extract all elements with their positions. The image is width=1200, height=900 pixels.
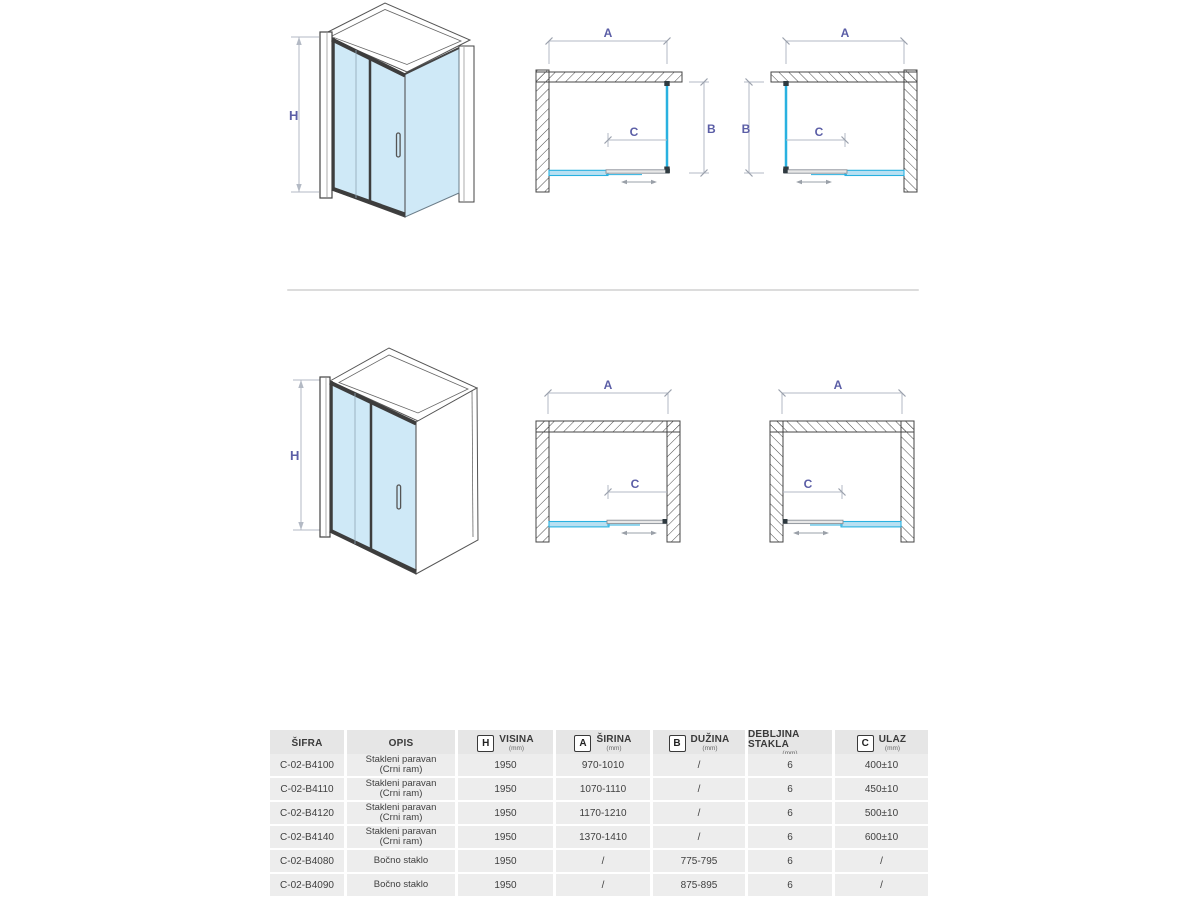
opis-line1: Bočno staklo (373, 878, 429, 890)
fixed-glass-band (845, 170, 904, 175)
c-dimension-label: C (629, 125, 639, 139)
cell-ulaz: 600±10 (835, 826, 928, 848)
plan-geometry-mirrored (770, 390, 914, 543)
header-title: VISINA (499, 733, 534, 745)
opis-line2: (Crni ram) (379, 788, 423, 799)
cell-visina: 1950 (458, 802, 553, 824)
h-dimension (290, 380, 321, 530)
wall-top (536, 72, 682, 82)
a-dimension-label: A (840, 26, 850, 40)
wall-right (901, 421, 914, 542)
left-wall-profile (320, 32, 332, 198)
wall-left (536, 421, 549, 542)
header-sirina (556, 730, 650, 757)
iso-view-niche-enclosure (283, 330, 493, 595)
cell-sifra: C-02-B4100 (270, 754, 344, 776)
cell-sirina: 1370-1410 (556, 826, 650, 848)
cell-sirina: 970-1010 (556, 754, 650, 776)
plan-view-corner-right (733, 18, 923, 203)
cell-opis (347, 754, 455, 776)
a-dimension-label: A (603, 378, 613, 392)
cell-duzina: / (653, 826, 745, 848)
cell-visina: 1950 (458, 778, 553, 800)
iso-view-corner-enclosure (285, 0, 485, 245)
cell-opis (347, 826, 455, 848)
a-dimension-label: A (603, 26, 613, 40)
h-dimension (289, 37, 319, 192)
b-dimension-label: B (741, 122, 751, 136)
letter-box-c: C (857, 735, 874, 752)
cell-duzina: / (653, 778, 745, 800)
cell-sifra: C-02-B4140 (270, 826, 344, 848)
glass-clamp-top (664, 81, 669, 86)
cell-debljina: 6 (748, 778, 832, 800)
opis-line2: (Crni ram) (379, 836, 423, 847)
cell-duzina: / (653, 802, 745, 824)
cell-opis (347, 850, 455, 872)
cell-ulaz: 450±10 (835, 778, 928, 800)
cell-opis (347, 778, 455, 800)
plan-geometry (536, 390, 680, 543)
opis-line1: Stakleni paravan (365, 825, 437, 837)
cell-debljina: 6 (748, 826, 832, 848)
header-visina (458, 730, 553, 757)
cell-duzina: 875-895 (653, 874, 745, 896)
b-dimension-label: B (707, 122, 716, 136)
fixed-glass-band (549, 170, 608, 175)
wall-left (536, 70, 549, 192)
sliding-panel-band (784, 170, 847, 173)
header-title: ŠIFRA (291, 737, 323, 749)
cell-visina: 1950 (458, 826, 553, 848)
cell-sifra: C-02-B4120 (270, 802, 344, 824)
letter-box-b: B (669, 735, 686, 752)
header-duzina (653, 730, 745, 757)
letter-box-h: H (477, 735, 494, 752)
fixed-glass-band (841, 522, 901, 527)
cell-sirina: 1070-1110 (556, 778, 650, 800)
opis-line1: Stakleni paravan (365, 801, 437, 813)
slide-direction-arrow (796, 180, 832, 184)
c-dimension-label: C (814, 125, 824, 139)
sliding-panel-band (606, 170, 669, 173)
opis-line1: Stakleni paravan (365, 753, 437, 765)
spec-table (270, 730, 930, 896)
cell-debljina: 6 (748, 802, 832, 824)
left-wall-profile (320, 377, 330, 537)
slide-direction-arrow (793, 531, 829, 535)
header-title: ŠIRINA (596, 733, 632, 745)
section-divider (287, 289, 919, 291)
header-unit: (mm) (508, 744, 525, 752)
plan-geometry-mirrored (741, 38, 917, 193)
header-unit: (mm) (606, 744, 622, 752)
cell-opis (347, 874, 455, 896)
sliding-panel-band (783, 520, 843, 523)
cell-sirina: 1170-1210 (556, 802, 650, 824)
cell-sifra: C-02-B4080 (270, 850, 344, 872)
header-unit: (mm) (884, 744, 901, 752)
header-title: OPIS (388, 737, 414, 749)
c-dimension-label: C (803, 477, 813, 491)
slide-direction-arrow (621, 180, 657, 184)
opis-line2: (Crni ram) (379, 812, 423, 823)
opis-line1: Bočno staklo (373, 854, 429, 866)
fixed-glass-band (549, 522, 609, 527)
cell-ulaz: 500±10 (835, 802, 928, 824)
plan-view-corner-left (530, 18, 720, 203)
cell-debljina: 6 (748, 754, 832, 776)
cell-debljina: 6 (748, 874, 832, 896)
h-dimension-label: H (289, 108, 299, 123)
cell-debljina: 6 (748, 850, 832, 872)
wall-right (667, 421, 680, 542)
cell-sirina: / (556, 850, 650, 872)
cell-visina: 1950 (458, 850, 553, 872)
wall-top (536, 421, 680, 432)
cell-duzina: / (653, 754, 745, 776)
header-debljina (748, 730, 832, 757)
letter-box-a: A (574, 735, 591, 752)
cell-visina: 1950 (458, 754, 553, 776)
h-dimension-label: H (290, 448, 300, 463)
header-title: ULAZ (878, 733, 907, 745)
cell-ulaz: / (835, 874, 928, 896)
plan-geometry (536, 38, 709, 193)
cell-sifra: C-02-B4110 (270, 778, 344, 800)
c-dimension-label: C (630, 477, 640, 491)
cell-sirina: / (556, 874, 650, 896)
header-opis (347, 730, 455, 757)
slide-direction-arrow (621, 531, 657, 535)
header-ulaz (835, 730, 928, 757)
header-title: DUŽINA (690, 733, 730, 745)
opis-line2: (Crni ram) (379, 764, 423, 775)
cell-sifra: C-02-B4090 (270, 874, 344, 896)
header-title: DEBLJINA STAKLA (748, 728, 800, 750)
header-sifra (270, 730, 344, 757)
a-dimension-label: A (833, 378, 843, 392)
cell-opis (347, 802, 455, 824)
header-unit: (mm) (702, 744, 718, 752)
cell-duzina: 775-795 (653, 850, 745, 872)
side-glass-panel (405, 48, 459, 217)
plan-view-niche-right (528, 368, 723, 548)
cell-ulaz: 400±10 (835, 754, 928, 776)
right-wall-profile (459, 46, 474, 202)
sliding-panel-band (607, 520, 667, 523)
cell-ulaz: / (835, 850, 928, 872)
opis-line1: Stakleni paravan (365, 777, 437, 789)
wall-left (770, 421, 783, 542)
cell-visina: 1950 (458, 874, 553, 896)
wall-top (771, 72, 917, 82)
plan-view-niche-left (750, 368, 945, 548)
wall-right (904, 70, 917, 192)
wall-top (770, 421, 914, 432)
